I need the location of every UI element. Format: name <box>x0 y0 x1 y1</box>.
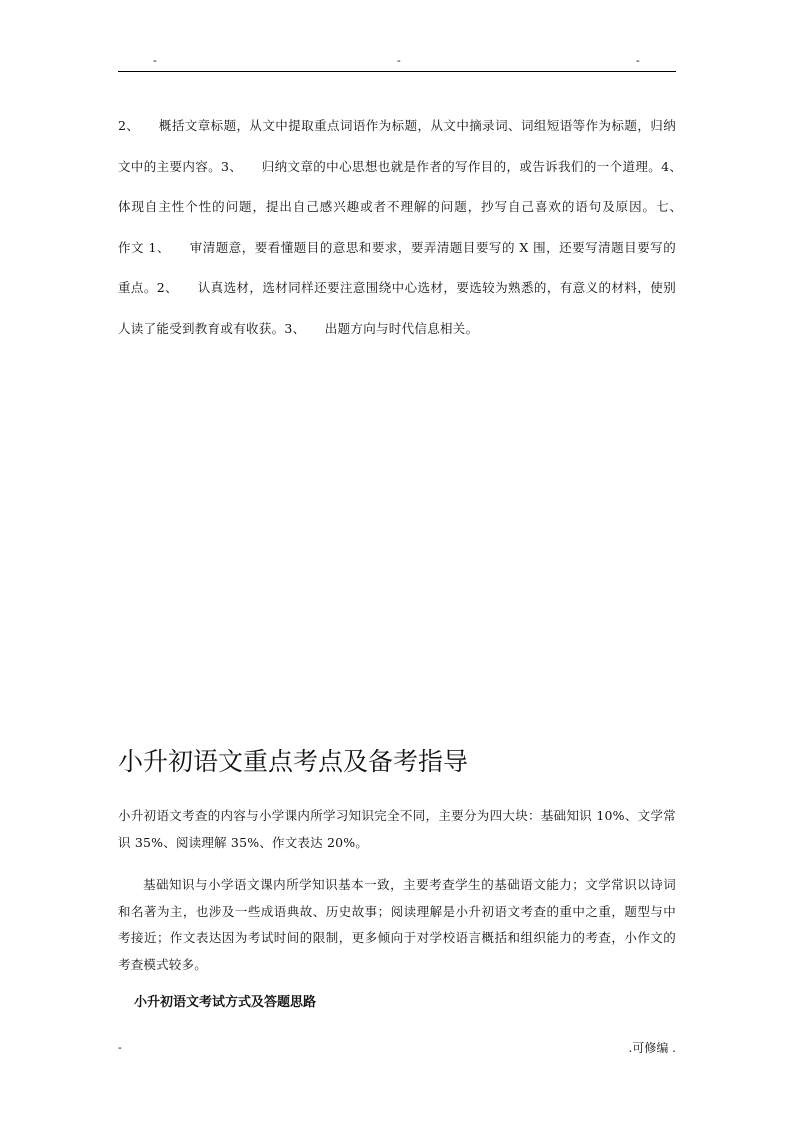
header-mark-center: - <box>397 54 401 67</box>
header-rule <box>118 71 676 72</box>
header-mark-left: - <box>153 54 157 67</box>
footer-mark: - <box>118 1041 122 1054</box>
section-subheading: 小升初语文考试方式及答题思路 <box>134 995 317 1010</box>
section-paragraph-1: 小升初语文考查的内容与小学课内所学习知识完全不同，主要分为四大块：基础知识 10%、文学常识 35%、阅读理解 35%、作文表达 20%。 <box>118 808 676 850</box>
header-mark-right: - <box>636 54 640 67</box>
section-title: 小升初语文重点考点及备考指导 <box>118 747 469 776</box>
section-paragraph-2: 基础知识与小学语文课内所学知识基本一致，主要考查学生的基础语文能力；文学常识以诗词和名著为主，也涉及一些成语典故、历史故事；阅读理解是小升初语文考查的重中之重，题型与中考接近；作文表达因为考试时间的限制，更多倾向于对学校语言概括和组织能力的考查，小作文的考查模式较多。 <box>118 877 676 972</box>
footer-text: .可修编 . <box>628 1041 676 1055</box>
body-paragraph: 2、 概括文章标题，从文中提取重点词语作为标题，从文中摘录词、词组短语等作为标题，归纳文中的主要内容。3、 归纳文章的中心思想也就是作者的写作目的，或告诉我们的一个道理。4、 体现自主性个性的问题，提出自己感兴趣或者不理解的问题，抄写自己喜欢的语句及原因。七、 作文 1、 审清题意，要看懂题目的意思和要求，要弄清题目要写的 X 围，还要写清题目要写的重点。2、 认真选材，选材同样还要注意围绕中心选材，要选较为熟悉的，有意义的材料，使别人读了能受到教育或有收获。3、 出题方向与时代信息相关。 <box>118 118 702 336</box>
